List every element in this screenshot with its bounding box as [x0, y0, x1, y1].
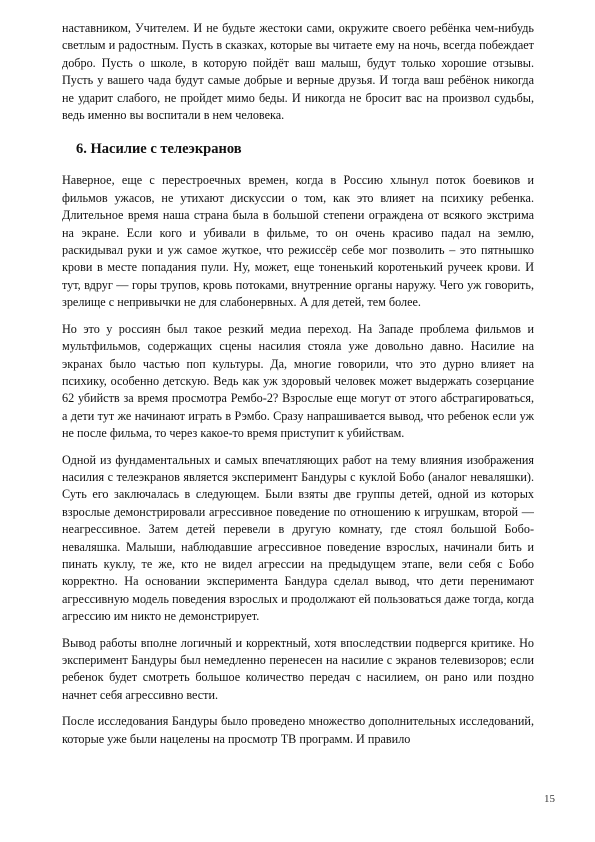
intro-paragraph: наставником, Учителем. И не будьте жестоки сами, окружите своего ребёнка чем-нибудь светлым и радостным. Пусть в сказках, которые вы читаете ему на ночь, всегда побеждает добро. Пусть о школе, в которую пойдёт ваш малыш, будут только хорошие отзывы. Пусть у вашего чада будут самые добрые и верные друзья. И тогда ваш ребёнок никогда не ударит слабого, не пройдет мимо беды. И никогда не бросит вас на произвол судьбы, ведь именно вы воспитали в нем человека. — [62, 21, 534, 123]
body-paragraph-5: После исследования Бандуры было проведено множество дополнительных исследований, которые уже были нацелены на просмотр ТВ программ. И правило — [62, 714, 534, 746]
body-paragraph-3: Одной из фундаментальных и самых впечатляющих работ на тему влияния изображения насилия с телеэкранов является эксперимент Бандуры с куклой Бобо (аналог неваляшки). Суть его заключалась в следующем. Были взяты две группы детей, одной из которых взрослые демонстрировали агрессивное поведение по отношению к игрушкам, второй — неагрессивное. Затем детей перевели в другую комнату, где стоял большой Бобо-неваляшка. Малыши, наблюдавшие агрессивное поведение взрослых, начинали бить и пинать куклу, те же, кто не видел агрессии на предыдущем этапе, вели себя с Бобо корректно. На основании эксперимента Бандура сделал вывод, что дети перенимают агрессивную модель поведения взрослых и продолжают ей пользоваться даже тогда, когда агрессию им никто не демонстрирует. — [62, 452, 534, 624]
page-number: 15 — [544, 793, 555, 805]
page-content — [62, 20, 534, 757]
section-heading: 6. Насилие с телеэкранов — [76, 141, 242, 158]
body-paragraph-2: Но это у россиян был такое резкий медиа переход. На Западе проблема фильмов и мультфильмов, содержащих сцены насилия стояла уже довольно давно. Насилие на экранах было частью поп культуры. Да, многие говорили, что это дурно влияет на психику, особенно детскую. Ведь как уж здоровый человек может выдержать созерцание 62 убийств за время просмотра Рембо-2? Взрослые еще могут от этого абстрагироваться, а дети тут же начинают играть в Рэмбо. Сразу напрашивается вывод, что ребенок если уж не после фильма, то через какое-то время приступит к убийствам. — [62, 321, 534, 441]
body-paragraph-1: Наверное, еще с перестроечных времен, когда в Россию хлынул поток боевиков и фильмов ужасов, не утихают дискуссии о том, как это влияет на психику ребенка. Длительное время наша страна была в большой степени ограждена от всякого экстрима на экране. Если кого и убивали в фильме, то он очень красиво падал на землю, раскидывал руки и уж самое жуткое, что режиссёр себе мог позволить – это пятнышко крови в месте попадания пули. Ну, может, еще тоненький коротенький ручеек крови. И тут, вдруг — горы трупов, кровь потоками, внутренние органы наружу. Чего уж говорить, зрелище с непривычки не для слабонервных. А для детей, тем более. — [62, 173, 534, 310]
body-paragraph-4: Вывод работы вполне логичный и корректный, хотя впоследствии подвергся критике. Но эксперимент Бандуры был немедленно перенесен на насилие с экранов телевизоров; если ребенок будет смотреть большое количество передач с насилием, он рано или поздно начнет себя агрессивно вести. — [62, 635, 534, 702]
